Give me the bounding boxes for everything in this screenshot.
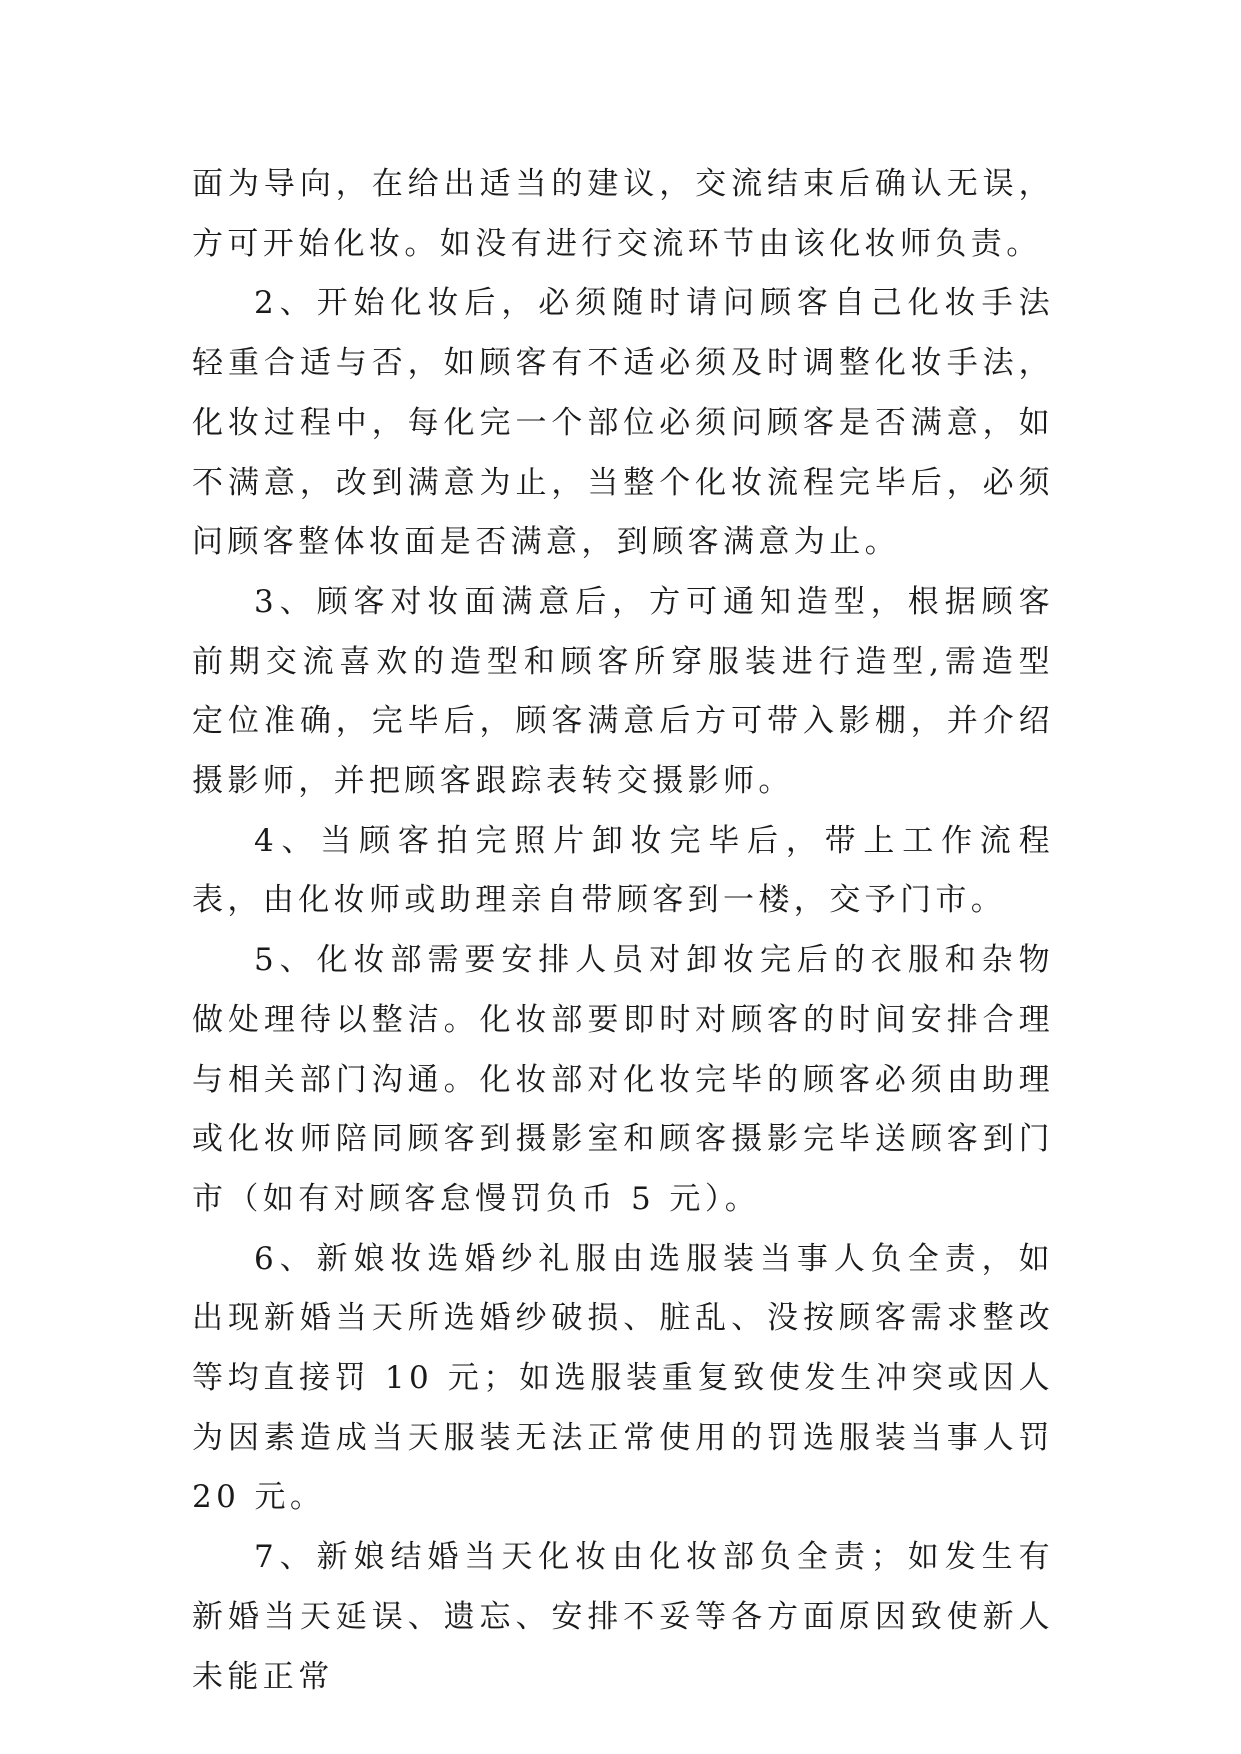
paragraph-item-5: 5、化妆部需要安排人员对卸妆完后的衣服和杂物做处理待以整洁。化妆部要即时对顾客的时间安排合理与相关部门沟通。化妆部对化妆完毕的顾客必须由助理或化妆师陪同顾客到摄影室和顾客摄影完毕送顾客到门市（如有对顾客怠慢罚负币 5 元）。 xyxy=(192,942,1054,1217)
document-page xyxy=(192,155,1054,1707)
paragraph-item-3: 3、顾客对妆面满意后，方可通知造型，根据顾客前期交流喜欢的造型和顾客所穿服装进行造型,需造型定位准确，完毕后，顾客满意后方可带入影棚，并介绍摄影师，并把顾客跟踪表转交摄影师。 xyxy=(192,583,1054,800)
paragraph-item-7: 7、新娘结婚当天化妆由化妆部负全责；如发生有新婚当天延误、遗忘、安排不妥等各方面原因致使新人未能正常 xyxy=(192,1539,1054,1695)
paragraph-item-2: 2、开始化妆后，必须随时请问顾客自己化妆手法轻重合适与否，如顾客有不适必须及时调整化妆手法，化妆过程中，每化完一个部位必须问顾客是否满意，如不满意，改到满意为止，当整个化妆流程完毕后，必须问顾客整体妆面是否满意，到顾客满意为止。 xyxy=(192,285,1054,561)
paragraph-item-6: 6、新娘妆选婚纱礼服由选服装当事人负全责，如出现新婚当天所选婚纱破损、脏乱、没按顾客需求整改等均直接罚 10 元；如选服装重复致使发生冲突或因人为因素造成当天服装无法正常使用的罚选服装当事人罚 20 元。 xyxy=(192,1240,1054,1516)
paragraph-item-4: 4、当顾客拍完照片卸妆完毕后，带上工作流程表，由化妆师或助理亲自带顾客到一楼，交予门市。 xyxy=(192,822,1054,919)
paragraph-continuation: 面为导向，在给出适当的建议，交流结束后确认无误，方可开始化妆。如没有进行交流环节由该化妆师负责。 xyxy=(192,166,1054,262)
